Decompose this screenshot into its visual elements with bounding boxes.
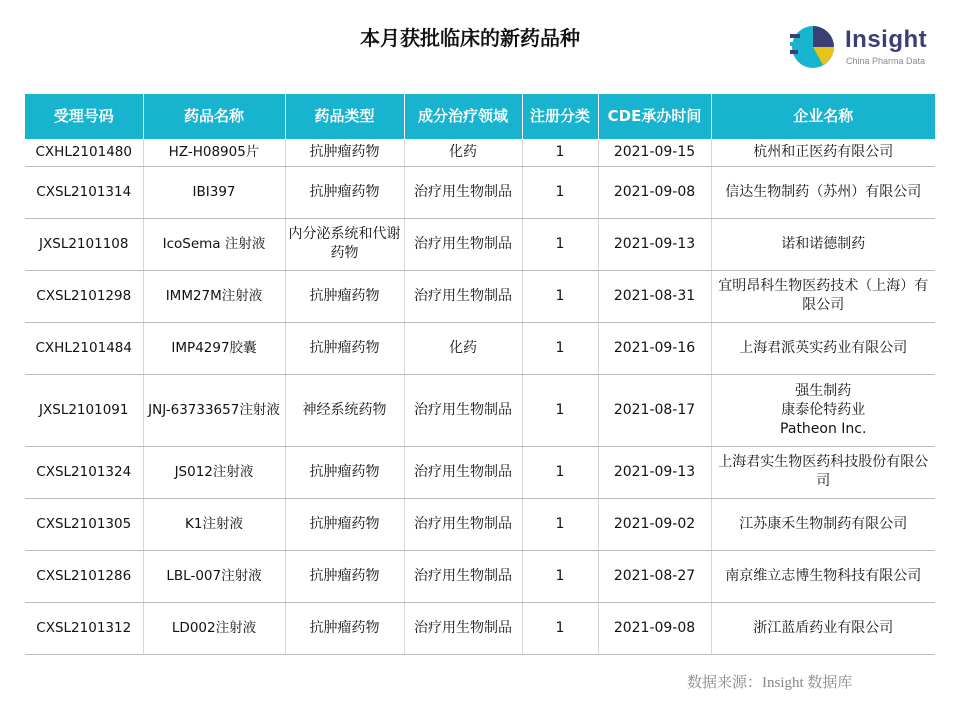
company-cell: 强生制药 康泰伦特药业 Patheon Inc. — [711, 374, 935, 446]
accept-no-cell: CXSL2101312 — [25, 602, 143, 654]
therapy-area-cell: 化药 — [404, 139, 522, 166]
drug-name-cell: LD002注射液 — [143, 602, 285, 654]
insight-logo-icon — [787, 22, 837, 72]
therapy-area-cell: 化药 — [404, 322, 522, 374]
drug-name-cell: IcoSema 注射液 — [143, 218, 285, 270]
cde-date-cell: 2021-09-02 — [598, 498, 711, 550]
therapy-area-cell: 治疗用生物制品 — [404, 218, 522, 270]
accept-no-cell: CXHL2101480 — [25, 139, 143, 166]
accept-no-cell: JXSL2101091 — [25, 374, 143, 446]
header-cde-date: CDE承办时间 — [598, 94, 711, 139]
accept-no-cell: JXSL2101108 — [25, 218, 143, 270]
drug-type-cell: 抗肿瘤药物 — [285, 139, 404, 166]
therapy-area-cell: 治疗用生物制品 — [404, 270, 522, 322]
data-source: 数据来源：Insight 数据库 — [687, 675, 853, 691]
reg-class-cell: 1 — [522, 446, 598, 498]
table-row — [25, 166, 935, 218]
table-header-row — [25, 94, 935, 139]
header-company: 企业名称 — [711, 94, 935, 139]
drug-name-cell: LBL-007注射液 — [143, 550, 285, 602]
drug-type-cell: 抗肿瘤药物 — [285, 166, 404, 218]
accept-no-cell: CXSL2101324 — [25, 446, 143, 498]
drug-type-cell: 抗肿瘤药物 — [285, 602, 404, 654]
drug-name-cell: HZ-H08905片 — [143, 139, 285, 166]
company-cell: 上海君派英实药业有限公司 — [711, 322, 935, 374]
therapy-area-cell: 治疗用生物制品 — [404, 498, 522, 550]
reg-class-cell: 1 — [522, 270, 598, 322]
accept-no-cell: CXSL2101298 — [25, 270, 143, 322]
therapy-area-cell: 治疗用生物制品 — [404, 374, 522, 446]
logo-name: Insight — [845, 26, 928, 53]
drug-name-cell: K1注射液 — [143, 498, 285, 550]
insight-logo — [787, 20, 947, 76]
cde-date-cell: 2021-09-16 — [598, 322, 711, 374]
drug-type-cell: 抗肿瘤药物 — [285, 550, 404, 602]
therapy-area-cell: 治疗用生物制品 — [404, 166, 522, 218]
header-therapy-area: 成分治疗领域 — [404, 94, 522, 139]
drug-name-cell: JS012注射液 — [143, 446, 285, 498]
drug-type-cell: 抗肿瘤药物 — [285, 446, 404, 498]
table-row — [25, 550, 935, 602]
logo-subtitle: China Pharma Data — [846, 56, 926, 66]
table-body — [25, 139, 935, 654]
company-cell: 诺和诺德制药 — [711, 218, 935, 270]
drug-name-cell: IMP4297胶囊 — [143, 322, 285, 374]
drug-name-cell: IBI397 — [143, 166, 285, 218]
cde-date-cell: 2021-09-13 — [598, 446, 711, 498]
cde-date-cell: 2021-09-15 — [598, 139, 711, 166]
company-cell: 浙江蓝盾药业有限公司 — [711, 602, 935, 654]
reg-class-cell: 1 — [522, 166, 598, 218]
reg-class-cell: 1 — [522, 498, 598, 550]
reg-class-cell: 1 — [522, 602, 598, 654]
drug-type-cell: 内分泌系统和代谢药物 — [285, 218, 404, 270]
reg-class-cell: 1 — [522, 550, 598, 602]
header-drug-name: 药品名称 — [143, 94, 285, 139]
reg-class-cell: 1 — [522, 218, 598, 270]
header-accept-no: 受理号码 — [25, 94, 143, 139]
table-row — [25, 374, 935, 446]
drug-type-cell: 抗肿瘤药物 — [285, 498, 404, 550]
table-row — [25, 446, 935, 498]
therapy-area-cell: 治疗用生物制品 — [404, 550, 522, 602]
table-row — [25, 498, 935, 550]
accept-no-cell: CXSL2101286 — [25, 550, 143, 602]
cde-date-cell: 2021-09-13 — [598, 218, 711, 270]
table-row — [25, 218, 935, 270]
drug-type-cell: 抗肿瘤药物 — [285, 322, 404, 374]
reg-class-cell: 1 — [522, 374, 598, 446]
company-cell: 宜明昂科生物医药技术（上海）有限公司 — [711, 270, 935, 322]
accept-no-cell: CXHL2101484 — [25, 322, 143, 374]
cde-date-cell: 2021-08-17 — [598, 374, 711, 446]
therapy-area-cell: 治疗用生物制品 — [404, 602, 522, 654]
cde-date-cell: 2021-08-31 — [598, 270, 711, 322]
cde-date-cell: 2021-09-08 — [598, 166, 711, 218]
company-cell: 杭州和正医药有限公司 — [711, 139, 935, 166]
header-drug-type: 药品类型 — [285, 94, 404, 139]
cde-date-cell: 2021-08-27 — [598, 550, 711, 602]
drug-table — [25, 94, 935, 655]
accept-no-cell: CXSL2101305 — [25, 498, 143, 550]
company-cell: 南京维立志博生物科技有限公司 — [711, 550, 935, 602]
header-reg-class: 注册分类 — [522, 94, 598, 139]
table-row — [25, 139, 935, 166]
cde-date-cell: 2021-09-08 — [598, 602, 711, 654]
table-row — [25, 602, 935, 654]
company-cell: 信达生物制药（苏州）有限公司 — [711, 166, 935, 218]
table-row — [25, 270, 935, 322]
page-title: 本月获批临床的新药品种 — [360, 26, 580, 50]
accept-no-cell: CXSL2101314 — [25, 166, 143, 218]
reg-class-cell: 1 — [522, 139, 598, 166]
drug-type-cell: 神经系统药物 — [285, 374, 404, 446]
table-row — [25, 322, 935, 374]
drug-name-cell: JNJ-63733657注射液 — [143, 374, 285, 446]
reg-class-cell: 1 — [522, 322, 598, 374]
drug-name-cell: IMM27M注射液 — [143, 270, 285, 322]
drug-type-cell: 抗肿瘤药物 — [285, 270, 404, 322]
therapy-area-cell: 治疗用生物制品 — [404, 446, 522, 498]
company-cell: 江苏康禾生物制药有限公司 — [711, 498, 935, 550]
company-cell: 上海君实生物医药科技股份有限公司 — [711, 446, 935, 498]
